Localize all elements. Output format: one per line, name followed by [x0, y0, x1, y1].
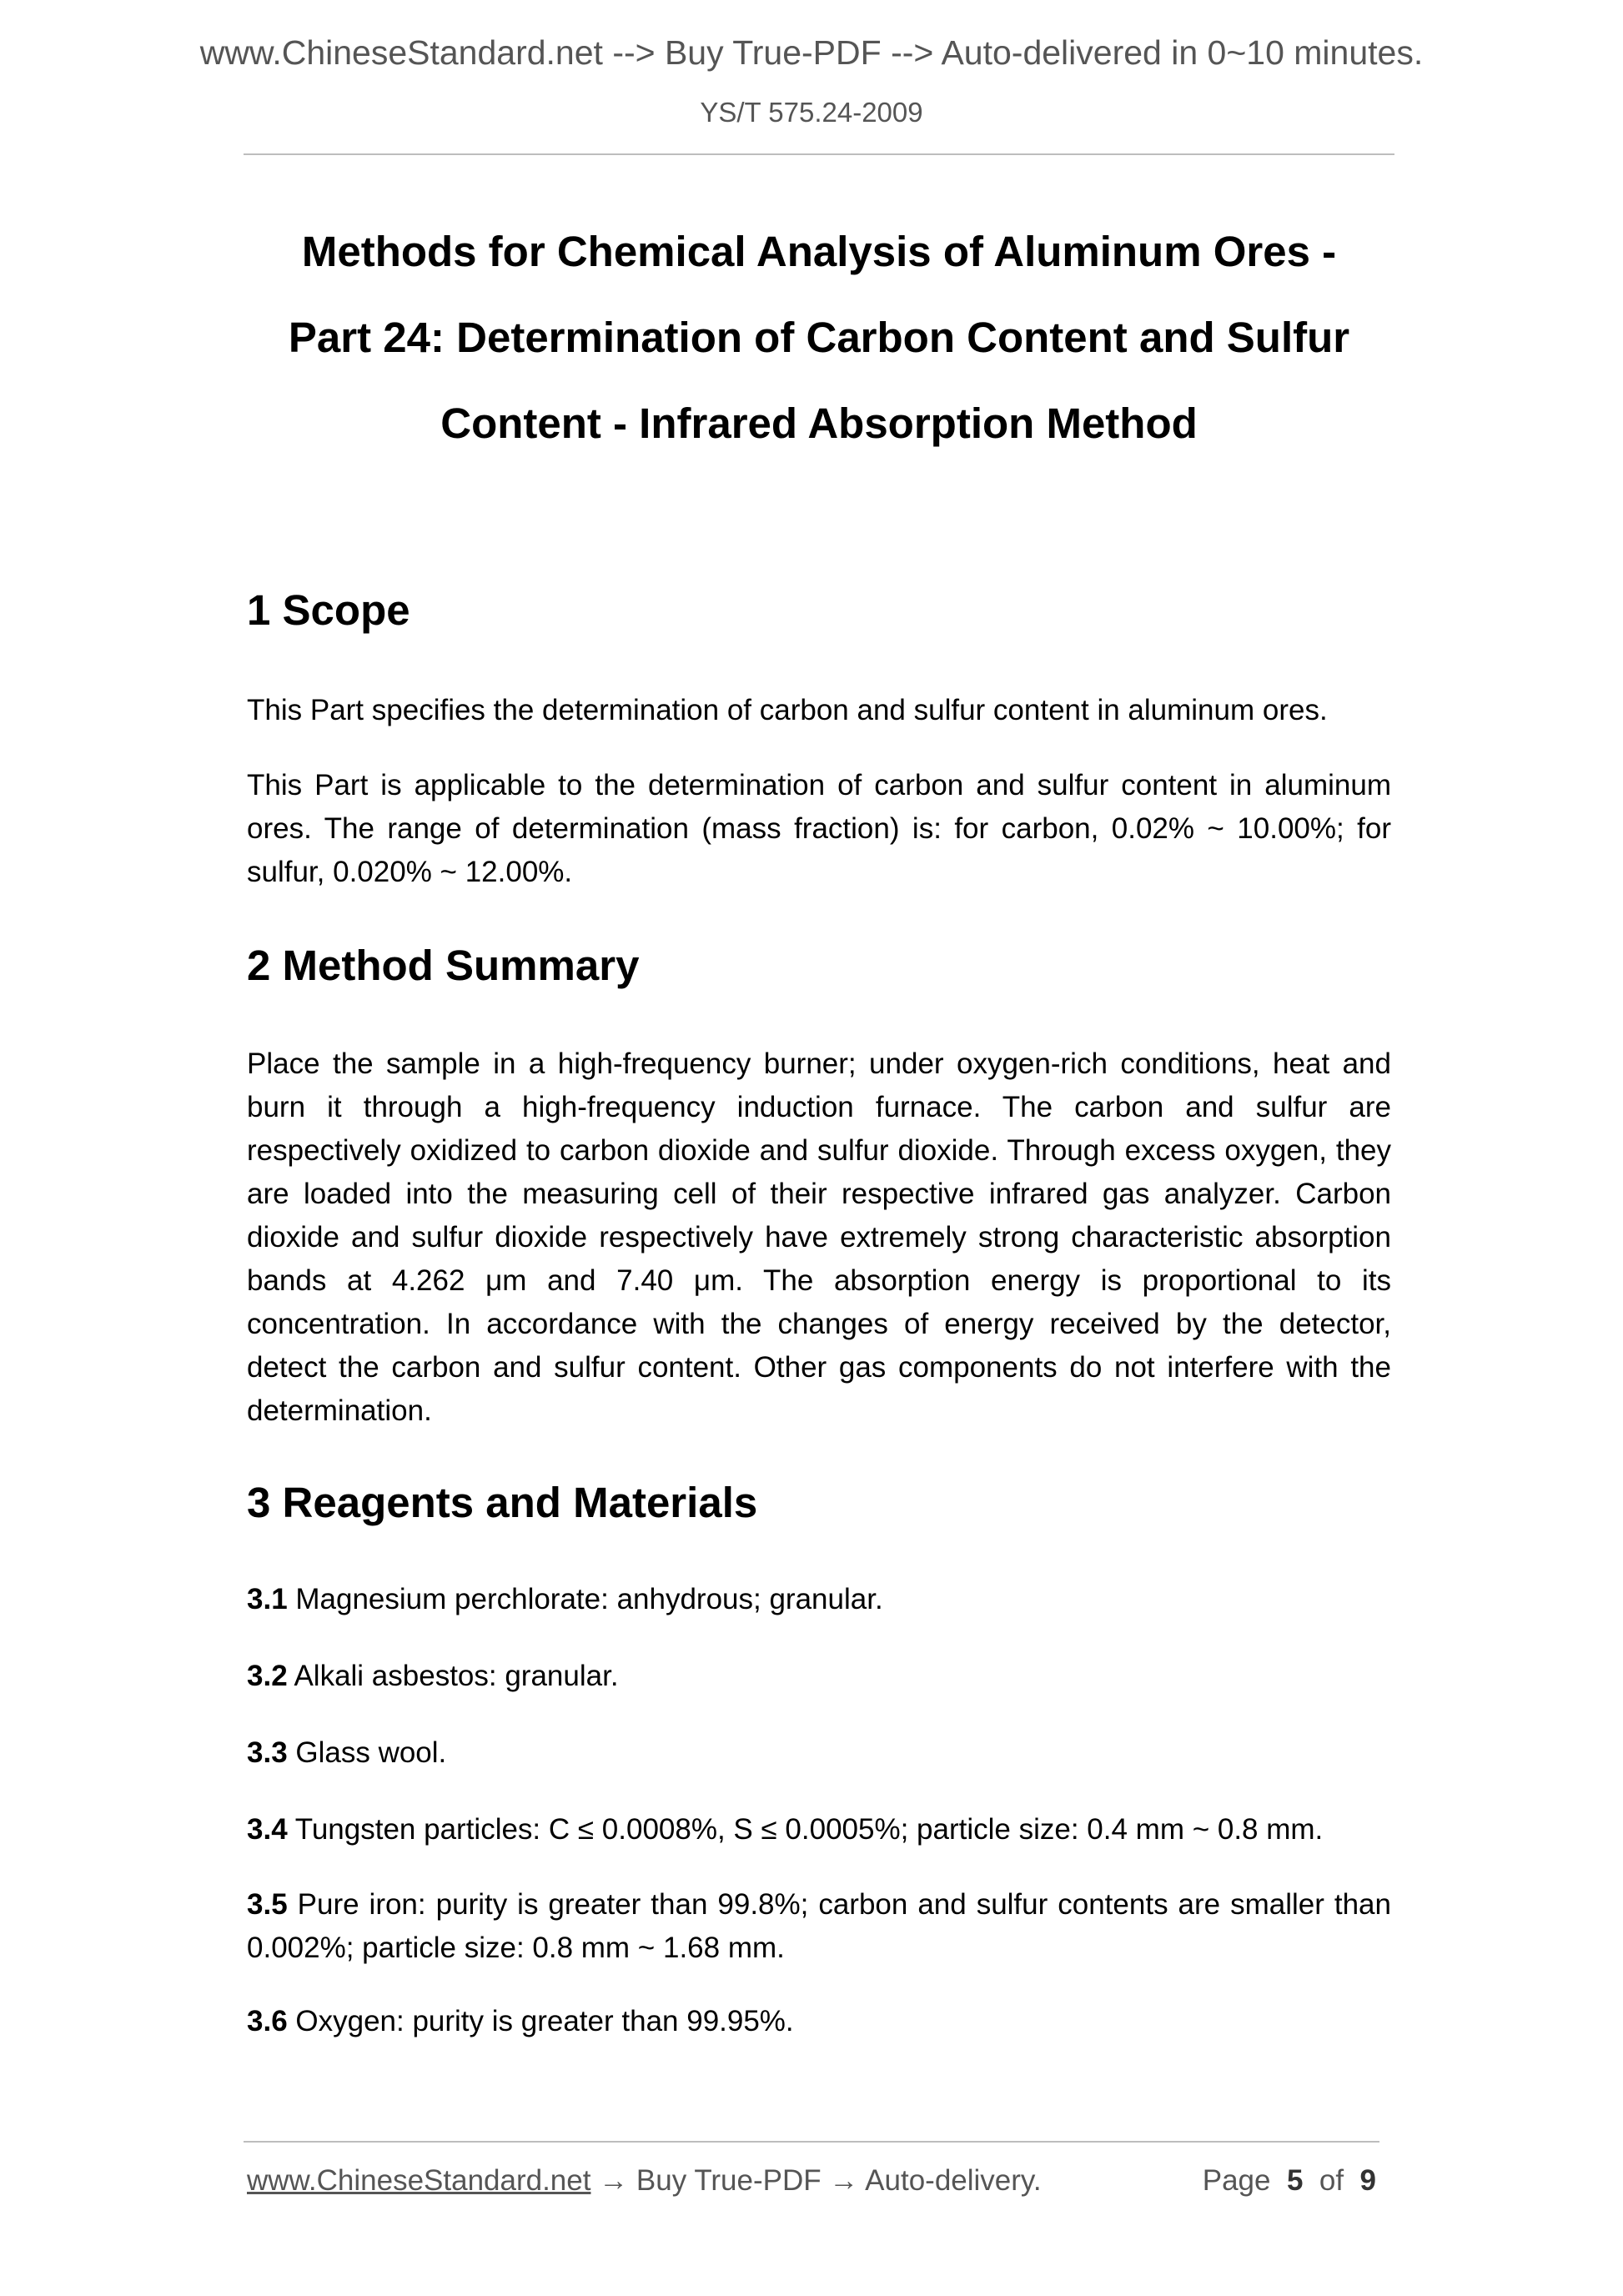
page-indicator	[1203, 2164, 1376, 2198]
footer-divider	[244, 2141, 1379, 2143]
reagent-item	[247, 1883, 1391, 1970]
reagent-item	[247, 2000, 1391, 2043]
scope-paragraph-2: This Part is applicable to the determination of carbon and sulfur content in aluminum ores. The range of determination (mass fraction) is: for carbon, 0.02% ~ 10.00%; for sulfur, 0.020% ~ 12.00%.	[247, 769, 1391, 888]
reagent-item-text: Magnesium perchlorate: anhydrous; granular.	[287, 1583, 883, 1615]
reagent-item-number: 3.2	[247, 1660, 288, 1692]
reagent-item-number: 3.5	[247, 1888, 288, 1921]
method-summary-paragraph: Place the sample in a high-frequency burner; under oxygen-rich conditions, heat and burn it through a high-frequency induction furnace. The carbon and sulfur are respectively oxidized to carbon dioxide and sulfur dioxide. Through excess oxygen, they are loaded into the measuring cell of their respective infrared gas analyzer. Carbon dioxide and sulfur dioxide respectively have extremely strong characteristic absorption bands at 4.262 μm and 7.40 μm. The absorption energy is proportional to its concentration. In accordance with the changes of energy received by the detector, detect the carbon and sulfur content. Other gas components do not interfere with the determination.	[247, 1048, 1391, 1427]
page-current: 5	[1286, 2164, 1304, 2197]
document-number: YS/T 575.24-2009	[700, 97, 923, 128]
page-label: Page	[1202, 2164, 1271, 2197]
document-title	[244, 208, 1394, 466]
section-heading-scope: 1 Scope	[247, 586, 410, 634]
footer-site-link[interactable]: www.ChineseStandard.net	[247, 2164, 591, 2197]
reagent-item	[247, 1655, 1391, 1698]
reagent-item-text: Glass wool.	[287, 1736, 447, 1769]
page-total: 9	[1359, 2164, 1376, 2197]
footer-text	[247, 2164, 1042, 2198]
page-of: of	[1319, 2164, 1344, 2197]
reagent-item-text: Alkali asbestos: granular.	[287, 1660, 619, 1692]
reagent-item	[247, 1808, 1391, 1851]
section-heading-method-summary: 2 Method Summary	[247, 942, 640, 989]
title-line-3: Content - Infrared Absorption Method	[440, 399, 1198, 447]
reagent-item	[247, 1731, 1391, 1775]
reagent-item-number: 3.4	[247, 1813, 288, 1846]
reagent-item-text: Oxygen: purity is greater than 99.95%.	[287, 2005, 794, 2037]
section-heading-reagents: 3 Reagents and Materials	[247, 1479, 758, 1526]
title-line-1: Methods for Chemical Analysis of Aluminum Ores -	[301, 228, 1337, 275]
footer-tagline: → Buy True-PDF → Auto-delivery.	[590, 2164, 1042, 2197]
scope-paragraph-1: This Part specifies the determination of carbon and sulfur content in aluminum ores.	[247, 694, 1328, 726]
header-divider	[244, 153, 1394, 155]
reagent-item-text: Pure iron: purity is greater than 99.8%; carbon and sulfur contents are smaller than 0.002%; particle size: 0.8 mm ~ 1.68 mm.	[247, 1888, 1391, 1964]
reagent-item-number: 3.6	[247, 2005, 288, 2037]
reagent-item	[247, 1578, 1391, 1621]
top-banner: www.ChineseStandard.net --> Buy True-PDF --> Auto-delivered in 0~10 minutes.	[199, 33, 1424, 72]
reagent-item-number: 3.3	[247, 1736, 288, 1769]
reagent-item-text: Tungsten particles: C ≤ 0.0008%, S ≤ 0.0005%; particle size: 0.4 mm ~ 0.8 mm.	[287, 1813, 1324, 1846]
reagent-item-number: 3.1	[247, 1583, 288, 1615]
title-line-2: Part 24: Determination of Carbon Content and Sulfur	[288, 314, 1350, 361]
